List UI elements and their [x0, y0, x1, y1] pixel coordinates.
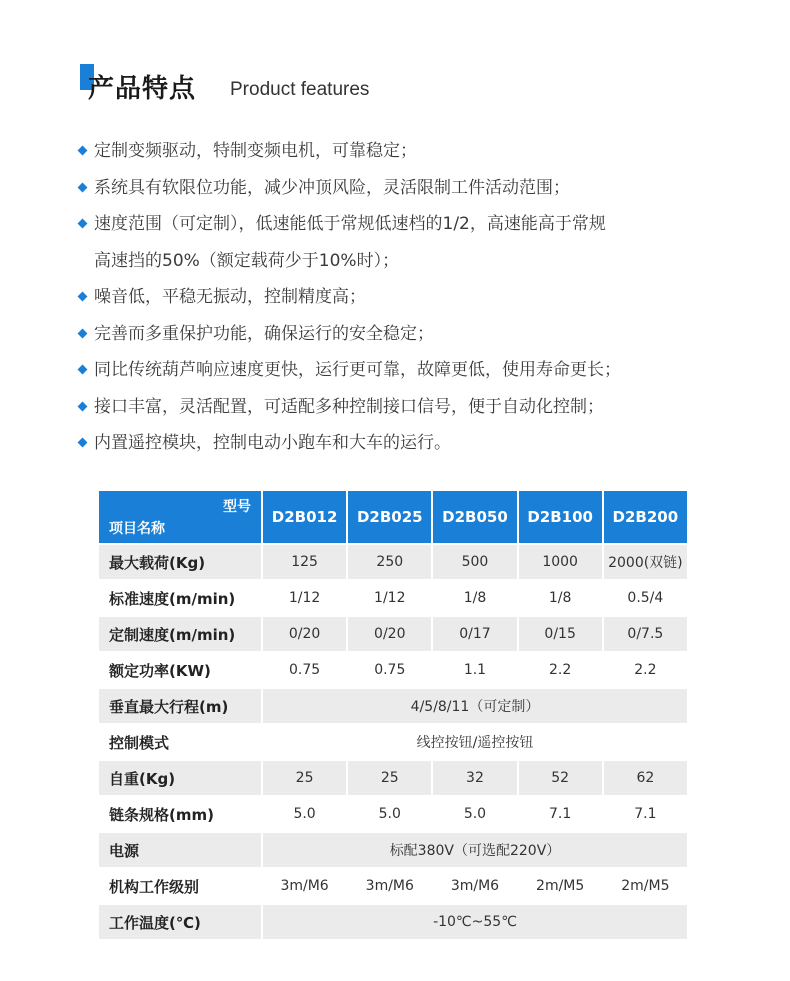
table-row [99, 545, 687, 579]
table-row [99, 617, 687, 651]
feature-text: 高速挡的50%（额定载荷少于10%时）； [94, 250, 400, 271]
feature-text: 接口丰富，灵活配置，可适配多种控制接口信号，便于自动化控制； [94, 396, 604, 417]
table-row [99, 797, 687, 831]
row-label-cell: 垂直最大行程(m) [99, 689, 261, 723]
feature-item [78, 316, 758, 353]
value-cell: 0.5/4 [604, 581, 687, 615]
merged-value-cell: 标配380V（可选配220V） [263, 833, 687, 867]
feature-item [78, 133, 758, 170]
table-header-row [99, 491, 687, 543]
model-header-cell: D2B200 [604, 491, 687, 543]
table-row [99, 905, 687, 939]
value-cell: 0/15 [519, 617, 602, 651]
value-cell: 125 [263, 545, 346, 579]
bullet-diamond-icon [78, 365, 88, 375]
feature-list [78, 133, 758, 462]
bullet-diamond-icon [78, 219, 88, 229]
value-cell: 5.0 [433, 797, 516, 831]
value-cell: 3m/M6 [433, 869, 516, 903]
bullet-diamond-icon [78, 146, 88, 156]
corner-item-label: 项目名称 [109, 521, 165, 537]
value-cell: 2m/M5 [604, 869, 687, 903]
value-cell: 500 [433, 545, 516, 579]
value-cell: 25 [348, 761, 431, 795]
value-cell: 5.0 [263, 797, 346, 831]
value-cell: 1.1 [433, 653, 516, 687]
value-cell: 25 [263, 761, 346, 795]
model-header-cell: D2B050 [433, 491, 516, 543]
model-header-cell: D2B012 [263, 491, 346, 543]
value-cell: 52 [519, 761, 602, 795]
merged-value-cell: -10℃~55℃ [263, 905, 687, 939]
table-row [99, 689, 687, 723]
value-cell: 3m/M6 [263, 869, 346, 903]
value-cell: 2000(双链) [604, 545, 687, 579]
bullet-diamond-icon [78, 182, 88, 192]
feature-text: 同比传统葫芦响应速度更快，运行更可靠，故障更低，使用寿命更长； [94, 360, 621, 380]
value-cell: 0/17 [433, 617, 516, 651]
value-cell: 0.75 [263, 653, 346, 687]
feature-text: 系统具有软限位功能，减少冲顶风险，灵活限制工件活动范围； [94, 177, 570, 198]
value-cell: 0.75 [348, 653, 431, 687]
value-cell: 1/8 [433, 581, 516, 615]
corner-model-label: 型号 [223, 499, 251, 515]
row-label-cell: 机构工作级别 [99, 869, 261, 903]
bullet-diamond-icon [78, 328, 88, 338]
value-cell: 7.1 [519, 797, 602, 831]
feature-item [78, 206, 758, 243]
value-cell: 5.0 [348, 797, 431, 831]
feature-item [78, 389, 758, 426]
feature-text: 定制变频驱动，特制变频电机，可靠稳定； [94, 141, 417, 161]
bullet-diamond-icon [78, 401, 88, 411]
value-cell: 1000 [519, 545, 602, 579]
merged-value-cell: 线控按钮/遥控按钮 [263, 725, 687, 759]
row-label-cell: 标准速度(m/min) [99, 581, 261, 615]
table-row [99, 725, 687, 759]
row-label-cell: 自重(Kg) [99, 761, 261, 795]
feature-item [78, 243, 758, 280]
value-cell: 1/12 [263, 581, 346, 615]
heading-title-en: Product features [230, 79, 370, 100]
row-label-cell: 链条规格(mm) [99, 797, 261, 831]
table-row [99, 833, 687, 867]
row-label-cell: 电源 [99, 833, 261, 867]
feature-item [78, 170, 758, 207]
value-cell: 32 [433, 761, 516, 795]
feature-item [78, 352, 758, 389]
feature-item [78, 279, 758, 316]
row-label-cell: 定制速度(m/min) [99, 617, 261, 651]
value-cell: 7.1 [604, 797, 687, 831]
value-cell: 2.2 [604, 653, 687, 687]
value-cell: 2m/M5 [519, 869, 602, 903]
table-row [99, 761, 687, 795]
table-row [99, 869, 687, 903]
table-row [99, 581, 687, 615]
value-cell: 62 [604, 761, 687, 795]
table-corner-cell [99, 491, 261, 543]
model-header-cell: D2B025 [348, 491, 431, 543]
table-row [99, 653, 687, 687]
feature-item [78, 425, 758, 462]
bullet-diamond-icon [78, 292, 88, 302]
heading-title-cn: 产品特点 [88, 74, 197, 104]
value-cell: 0/7.5 [604, 617, 687, 651]
merged-value-cell: 4/5/8/11（可定制） [263, 689, 687, 723]
value-cell: 250 [348, 545, 431, 579]
value-cell: 2.2 [519, 653, 602, 687]
value-cell: 3m/M6 [348, 869, 431, 903]
row-label-cell: 控制模式 [99, 725, 261, 759]
feature-text: 完善而多重保护功能，确保运行的安全稳定； [94, 323, 434, 344]
feature-text: 噪音低，平稳无振动，控制精度高； [94, 287, 366, 307]
feature-text: 速度范围（可定制），低速能低于常规低速档的1/2，高速能高于常规 [94, 214, 606, 234]
model-header-cell: D2B100 [519, 491, 602, 543]
value-cell: 0/20 [263, 617, 346, 651]
feature-text: 内置遥控模块，控制电动小跑车和大车的运行。 [94, 433, 451, 453]
row-label-cell: 额定功率(KW) [99, 653, 261, 687]
value-cell: 0/20 [348, 617, 431, 651]
value-cell: 1/8 [519, 581, 602, 615]
spec-table [97, 489, 689, 941]
value-cell: 1/12 [348, 581, 431, 615]
bullet-diamond-icon [78, 438, 88, 448]
row-label-cell: 工作温度(℃) [99, 905, 261, 939]
row-label-cell: 最大载荷(Kg) [99, 545, 261, 579]
